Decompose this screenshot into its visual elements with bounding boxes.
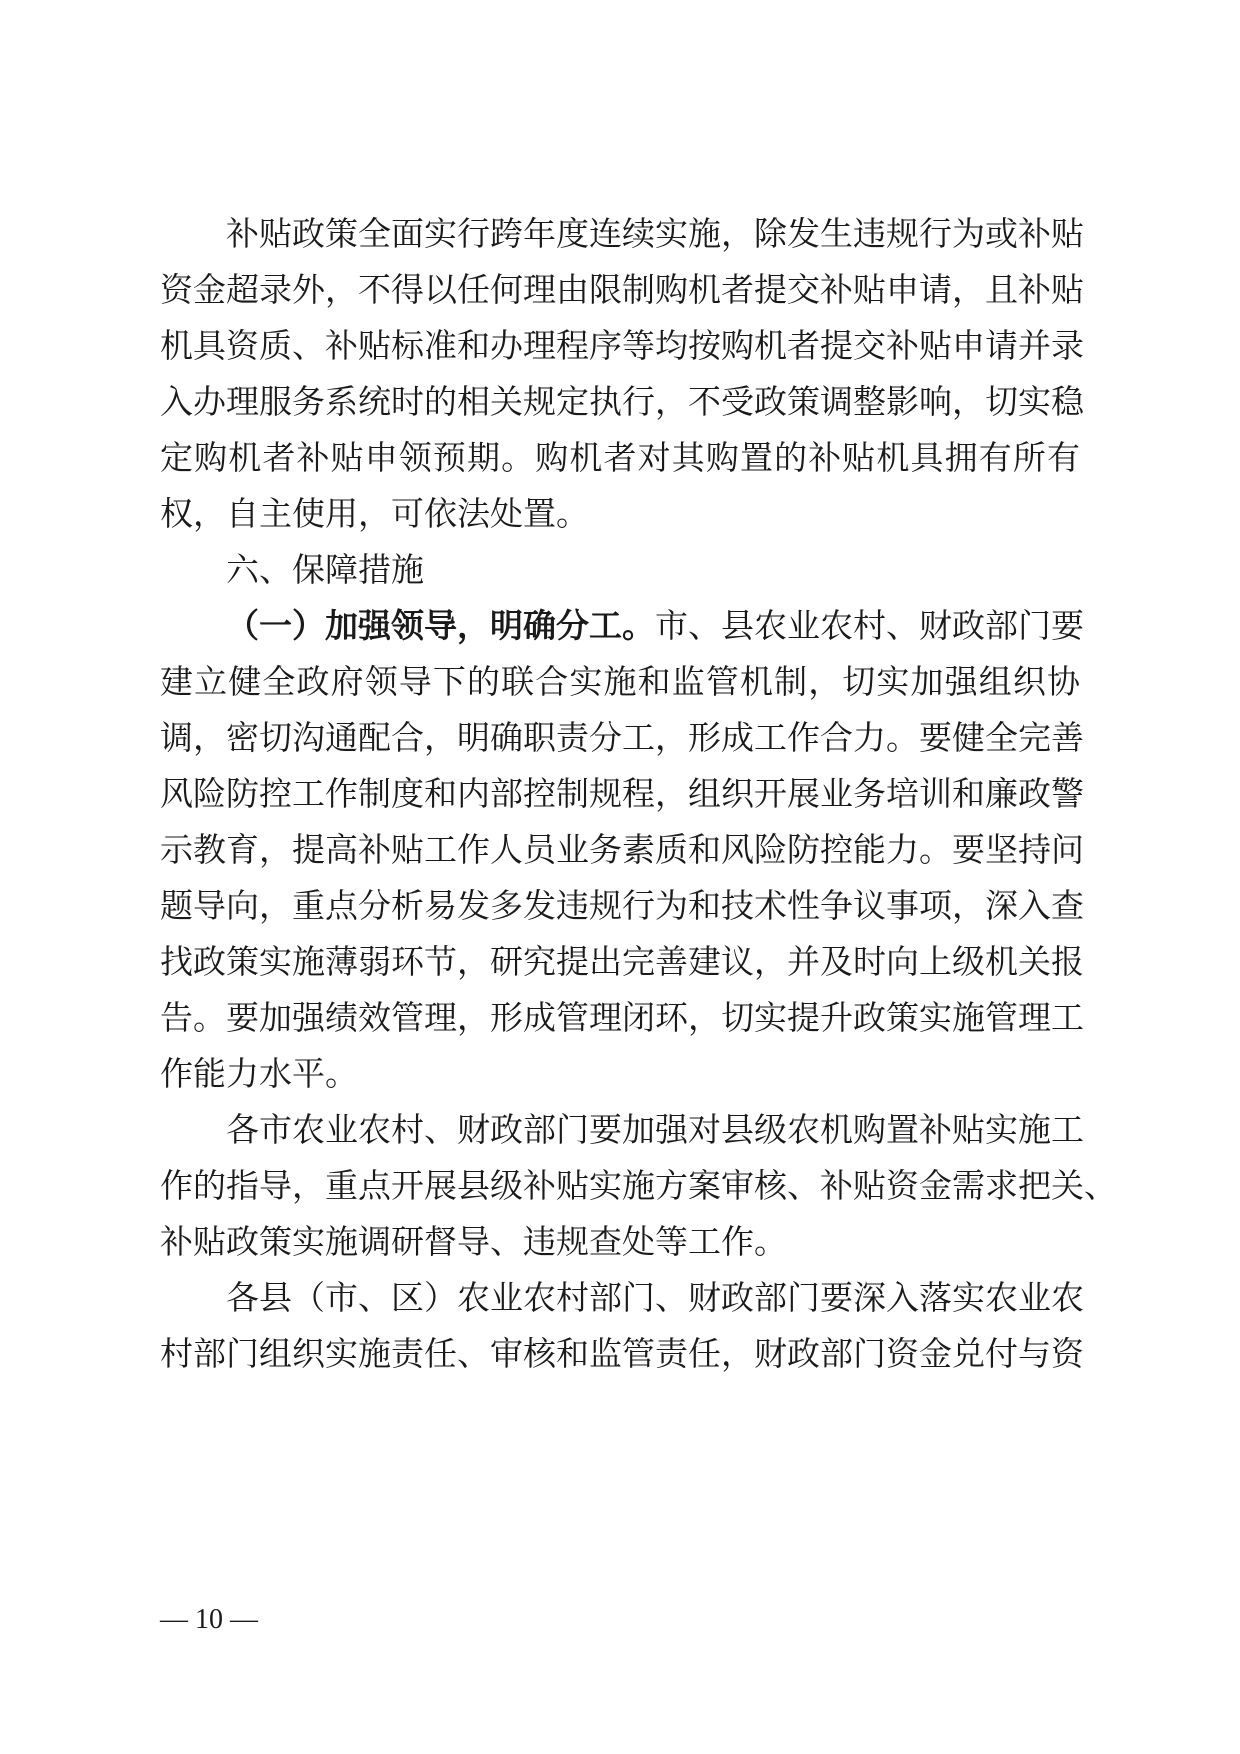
subsection-first-line-rest: 市、县农业农村、财政部门要 <box>655 606 1084 645</box>
subsection-line-6: 题导向，重点分析易发多发违规行为和技术性争议事项，深入查 <box>160 886 1084 925</box>
paragraph-1-line-1: 补贴政策全面实行跨年度连续实施，除发生违规行为或补贴 <box>226 214 1084 253</box>
paragraph-4-line-1: 各县（市、区）农业农村部门、财政部门要深入落实农业农 <box>226 1278 1084 1317</box>
paragraph-1-line-6: 权，自主使用，可依法处置。 <box>160 494 589 533</box>
subsection-line-7: 找政策实施薄弱环节，研究提出完善建议，并及时向上级机关报 <box>160 942 1084 981</box>
subsection-lead: （一）加强领导，明确分工。 <box>226 606 655 645</box>
paragraph-3-line-2: 作的指导，重点开展县级补贴实施方案审核、补贴资金需求把关、 <box>160 1166 1117 1205</box>
paragraph-1-line-2: 资金超录外，不得以任何理由限制购机者提交补贴申请，且补贴 <box>160 270 1084 309</box>
subsection-line-2: 建立健全政府领导下的联合实施和监管机制，切实加强组织协 <box>160 662 1080 701</box>
paragraph-3-line-3: 补贴政策实施调研督导、违规查处等工作。 <box>160 1222 787 1261</box>
subsection-line-5: 示教育，提高补贴工作人员业务素质和风险防控能力。要坚持问 <box>160 830 1084 869</box>
paragraph-4-line-2: 村部门组织实施责任、审核和监管责任，财政部门资金兑付与资 <box>160 1334 1084 1373</box>
paragraph-1-line-5: 定购机者补贴申领预期。购机者对其购置的补贴机具拥有所有 <box>160 438 1080 477</box>
page-number: — 10 — <box>160 1604 258 1635</box>
subsection-line-9: 作能力水平。 <box>160 1054 358 1093</box>
subsection-first-line <box>226 594 1084 658</box>
subsection-line-3: 调，密切沟通配合，明确职责分工，形成工作合力。要健全完善 <box>160 718 1084 757</box>
subsection-line-8: 告。要加强绩效管理，形成管理闭环，切实提升政策实施管理工 <box>160 998 1084 1037</box>
section-heading: 六、保障措施 <box>226 550 424 589</box>
paragraph-1-line-3: 机具资质、补贴标准和办理程序等均按购机者提交补贴申请并录 <box>160 326 1084 365</box>
paragraph-1-line-4: 入办理服务系统时的相关规定执行，不受政策调整影响，切实稳 <box>160 382 1084 421</box>
subsection-line-4: 风险防控工作制度和内部控制规程，组织开展业务培训和廉政警 <box>160 774 1084 813</box>
paragraph-3-line-1: 各市农业农村、财政部门要加强对县级农机购置补贴实施工 <box>226 1110 1084 1149</box>
